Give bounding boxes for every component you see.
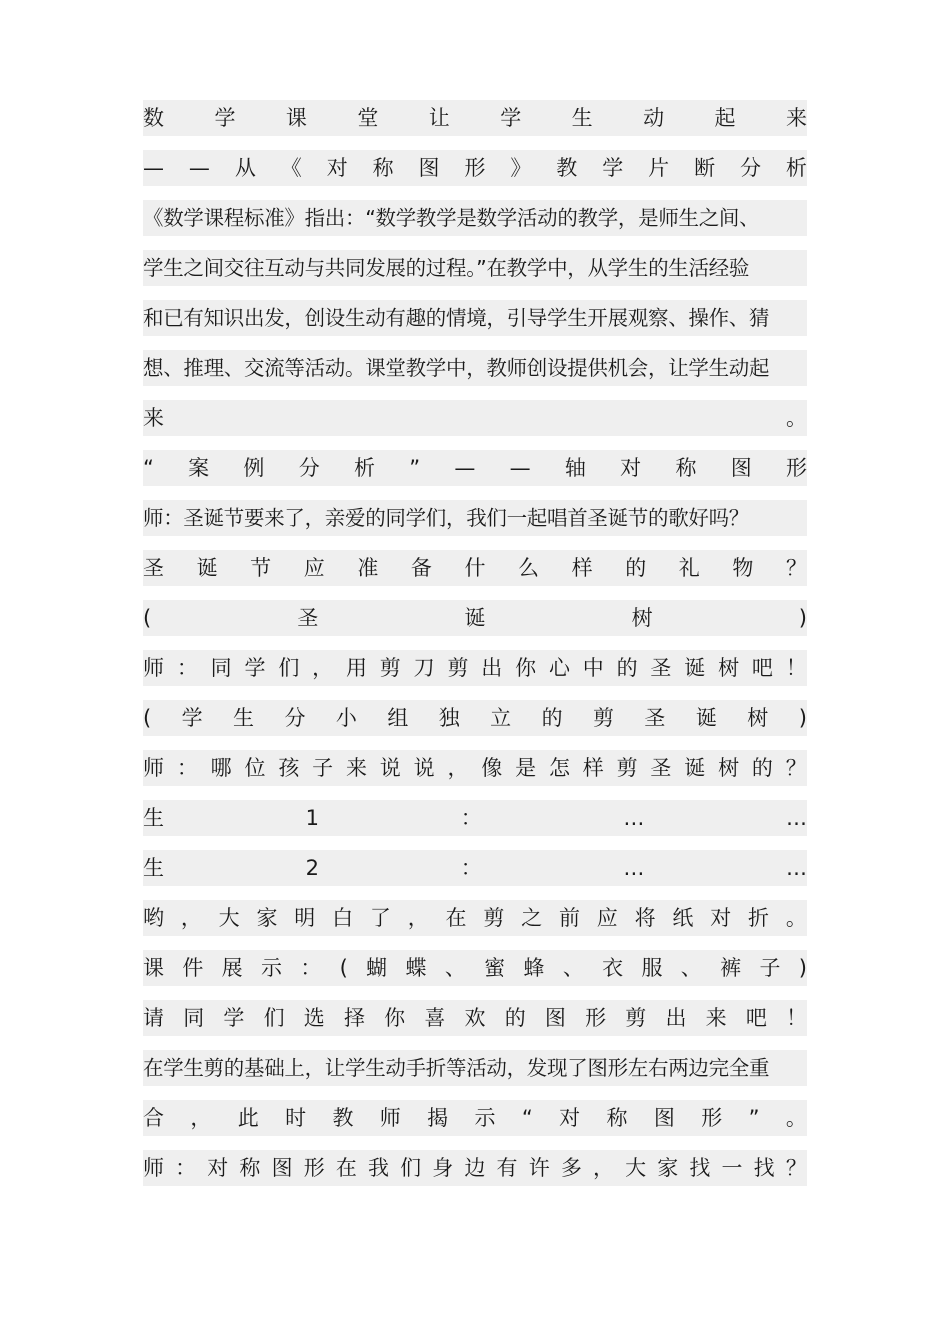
text-glyph: 。 [785, 1106, 807, 1130]
text-glyph: … [623, 806, 645, 830]
text-glyph: 剪 [483, 906, 505, 930]
text-glyph: “ [143, 456, 154, 480]
text-glyph: 子 [312, 756, 334, 780]
document-line [143, 1050, 807, 1086]
text-glyph: 剪 [379, 656, 401, 680]
paragraph-text: 想、推理、交流等活动。课堂教学中，教师创设提供机会，让学生动起 [143, 356, 770, 380]
document-line [143, 900, 807, 936]
text-glyph: 课 [143, 956, 164, 980]
text-glyph: 同 [183, 1006, 205, 1030]
text-glyph: 从 [234, 156, 256, 180]
text-glyph: 许 [528, 1156, 550, 1180]
text-glyph: 析 [785, 156, 807, 180]
text-glyph: 诞 [464, 606, 486, 630]
paragraph-text: 师：圣诞节要来了，亲爱的同学们，我们一起唱首圣诞节的歌好吗？ [143, 506, 749, 530]
justified-text [143, 1100, 807, 1136]
text-glyph: 生 [571, 106, 593, 130]
paragraph-text: 《数学课程标准》指出：“数学教学是数学活动的教学，是师生之间、 [143, 206, 760, 230]
text-glyph: 是 [515, 756, 537, 780]
text-glyph: 诞 [695, 706, 717, 730]
text-glyph: 学 [223, 1006, 245, 1030]
text-glyph: 来 [143, 406, 164, 430]
text-glyph: 析 [353, 456, 375, 480]
text-glyph: — [188, 156, 210, 180]
text-glyph: ， [312, 656, 334, 680]
text-glyph: ( [143, 606, 152, 630]
text-glyph: 展 [221, 956, 243, 980]
text-glyph: — [509, 456, 531, 480]
text-glyph: 找 [689, 1156, 711, 1180]
justified-text [143, 900, 807, 936]
text-glyph: 出 [481, 656, 503, 680]
justified-text [143, 150, 807, 186]
text-glyph: 将 [634, 906, 656, 930]
document-line [143, 300, 807, 336]
text-glyph: 师 [379, 1106, 401, 1130]
text-glyph: 图 [653, 1106, 675, 1130]
document-line [143, 600, 807, 636]
text-glyph: 组 [387, 706, 409, 730]
text-glyph: 。 [785, 906, 807, 930]
text-glyph: 图 [418, 156, 440, 180]
text-glyph: 来 [785, 106, 807, 130]
text-glyph: 图 [544, 1006, 566, 1030]
text-glyph: 诞 [684, 756, 706, 780]
justified-text [143, 400, 807, 436]
text-glyph: 图 [730, 456, 752, 480]
text-glyph: 的 [625, 556, 647, 580]
text-glyph: 裤 [720, 956, 742, 980]
text-glyph: 说 [379, 756, 401, 780]
text-glyph: 形 [303, 1156, 325, 1180]
document-line [143, 250, 807, 286]
text-glyph: 心 [548, 656, 570, 680]
text-glyph: 什 [464, 556, 486, 580]
text-glyph: 大 [625, 1156, 647, 1180]
text-glyph: 形 [785, 456, 807, 480]
text-glyph: 圣 [650, 756, 672, 780]
text-glyph: 吧 [745, 1006, 767, 1030]
text-glyph: ？ [785, 556, 807, 580]
text-glyph: 示 [474, 1106, 496, 1130]
text-glyph: 同 [210, 656, 232, 680]
text-glyph: 欢 [464, 1006, 486, 1030]
document-line [143, 750, 807, 786]
text-glyph: 喜 [424, 1006, 446, 1030]
text-glyph: ？ [785, 756, 807, 780]
text-glyph: 案 [188, 456, 210, 480]
text-glyph: 断 [694, 156, 716, 180]
text-glyph: ( [143, 706, 152, 730]
text-glyph: 多 [560, 1156, 582, 1180]
text-glyph: 对 [326, 156, 348, 180]
text-glyph: 树 [747, 706, 769, 730]
text-glyph: 准 [357, 556, 379, 580]
text-glyph: 树 [718, 756, 740, 780]
text-glyph: 们 [278, 656, 300, 680]
text-glyph: 家 [256, 906, 278, 930]
text-glyph: … [623, 856, 645, 880]
text-glyph: 生 [233, 706, 255, 730]
document-line [143, 700, 807, 736]
text-glyph: 怎 [548, 756, 570, 780]
text-glyph: 独 [438, 706, 460, 730]
text-glyph: 分 [284, 706, 306, 730]
text-glyph: ？ [785, 1156, 807, 1180]
text-glyph: 树 [718, 656, 740, 680]
text-glyph: 学 [602, 156, 624, 180]
text-glyph: 子 [759, 956, 781, 980]
text-glyph: 身 [432, 1156, 454, 1180]
text-glyph: 学 [500, 106, 522, 130]
text-glyph: 礼 [678, 556, 700, 580]
text-glyph: ) [798, 956, 807, 980]
text-glyph: 称 [372, 156, 394, 180]
text-glyph: ( [339, 956, 348, 980]
text-glyph: 在 [335, 1156, 357, 1180]
text-glyph: — [143, 156, 164, 180]
text-glyph: 对 [207, 1156, 229, 1180]
document-line [143, 1150, 807, 1186]
text-glyph: ： [300, 956, 322, 980]
text-glyph: 们 [400, 1156, 422, 1180]
text-glyph: 孩 [278, 756, 300, 780]
text-glyph: 剪 [447, 656, 469, 680]
text-glyph: 形 [701, 1106, 723, 1130]
text-glyph: 一 [721, 1156, 743, 1180]
justified-text [143, 550, 807, 586]
text-glyph: 衣 [602, 956, 624, 980]
text-glyph: 的 [616, 656, 638, 680]
document-line [143, 150, 807, 186]
text-glyph: 示 [260, 956, 282, 980]
text-glyph: 应 [303, 556, 325, 580]
text-glyph: 轴 [564, 456, 586, 480]
text-glyph: 样 [582, 756, 604, 780]
text-glyph: 择 [343, 1006, 365, 1030]
text-glyph: ” [748, 1106, 760, 1130]
text-glyph: 立 [490, 706, 512, 730]
text-glyph: 揭 [427, 1106, 449, 1130]
justified-text [143, 700, 807, 736]
text-glyph: — [454, 456, 476, 480]
text-glyph: 剪 [625, 1006, 647, 1030]
text-glyph: 位 [244, 756, 266, 780]
text-glyph: “ [521, 1106, 533, 1130]
text-glyph: 对 [710, 906, 732, 930]
document-line [143, 650, 807, 686]
text-glyph: 家 [657, 1156, 679, 1180]
paragraph-text: 和已有知识出发，创设生动有趣的情境，引导学生开展观察、操作、猜 [143, 306, 770, 330]
text-glyph: ！ [785, 656, 807, 680]
text-glyph: 样 [571, 556, 593, 580]
text-glyph: 来 [705, 1006, 727, 1030]
text-glyph: 应 [596, 906, 618, 930]
text-glyph: ： [460, 806, 482, 830]
text-glyph: 学 [214, 106, 236, 130]
text-glyph: ， [180, 906, 202, 930]
text-glyph: 你 [515, 656, 537, 680]
justified-text [143, 650, 807, 686]
text-glyph: 图 [271, 1156, 293, 1180]
text-glyph: 件 [182, 956, 204, 980]
text-glyph: 学 [244, 656, 266, 680]
text-glyph: 生 [143, 856, 164, 880]
text-glyph: 剪 [616, 756, 638, 780]
justified-text [143, 850, 807, 886]
text-glyph: 大 [218, 906, 240, 930]
text-glyph: 物 [732, 556, 754, 580]
justified-text [143, 1000, 807, 1036]
text-glyph: … [786, 856, 807, 880]
text-glyph: 服 [641, 956, 663, 980]
text-glyph: 找 [753, 1156, 775, 1180]
justified-text [143, 800, 807, 836]
text-glyph: 、 [444, 956, 466, 980]
text-glyph: 请 [143, 1006, 164, 1030]
text-glyph: 剪 [593, 706, 614, 730]
text-glyph: ！ [786, 1006, 807, 1030]
text-glyph: 折 [748, 906, 769, 930]
text-glyph: 出 [665, 1006, 687, 1030]
text-glyph: 选 [303, 1006, 325, 1030]
document-line [143, 500, 807, 536]
text-glyph: 圣 [644, 706, 666, 730]
justified-text [143, 450, 807, 486]
text-glyph: 有 [496, 1156, 518, 1180]
text-glyph: 分 [298, 456, 320, 480]
text-glyph: ： [175, 1156, 197, 1180]
document-line [143, 850, 807, 886]
justified-text [143, 950, 807, 986]
text-glyph: 片 [648, 156, 670, 180]
text-glyph: 教 [332, 1106, 354, 1130]
text-glyph: ， [190, 1106, 212, 1130]
text-glyph: ) [798, 706, 807, 730]
text-glyph: 之 [521, 906, 543, 930]
text-glyph: 前 [558, 906, 580, 930]
text-glyph: 师 [143, 756, 164, 780]
text-glyph: 吧 [751, 656, 773, 680]
text-glyph: 师 [143, 1156, 164, 1180]
text-glyph: 蜂 [523, 956, 545, 980]
text-glyph: 形 [464, 156, 486, 180]
paragraph-text: 在学生剪的基础上，让学生动手折等活动，发现了图形左右两边完全重 [143, 1056, 770, 1080]
text-glyph: ， [447, 756, 469, 780]
text-glyph: 学 [181, 706, 203, 730]
justified-text [143, 750, 807, 786]
text-glyph: 明 [294, 906, 316, 930]
text-glyph: 》 [510, 156, 532, 180]
text-glyph: 课 [285, 106, 307, 130]
text-glyph: 蜜 [484, 956, 506, 980]
text-glyph: 的 [504, 1006, 526, 1030]
text-glyph: ， [407, 906, 429, 930]
text-glyph: 蝶 [405, 956, 427, 980]
text-glyph: 让 [428, 106, 450, 130]
text-glyph: 中 [582, 656, 604, 680]
text-glyph: 生 [143, 806, 164, 830]
text-glyph: 了 [369, 906, 391, 930]
justified-text [143, 100, 807, 136]
text-glyph: 圣 [650, 656, 672, 680]
text-glyph: 纸 [672, 906, 694, 930]
text-glyph: 称 [606, 1106, 628, 1130]
document-line [143, 100, 807, 136]
text-glyph: ： [176, 656, 198, 680]
text-glyph: 你 [384, 1006, 406, 1030]
text-glyph: 此 [237, 1106, 259, 1130]
text-glyph: 刀 [413, 656, 435, 680]
text-glyph: 在 [445, 906, 467, 930]
text-glyph: 么 [518, 556, 540, 580]
text-glyph: 像 [481, 756, 503, 780]
justified-text [143, 1150, 807, 1186]
text-glyph: 2 [305, 856, 320, 880]
text-glyph: 。 [786, 406, 807, 430]
text-glyph: 称 [675, 456, 697, 480]
text-glyph: 教 [556, 156, 578, 180]
text-glyph: 时 [285, 1106, 307, 1130]
text-glyph: 合 [143, 1106, 164, 1130]
text-glyph: 起 [714, 106, 736, 130]
text-glyph: ) [798, 606, 807, 630]
text-glyph: 1 [305, 806, 320, 830]
text-glyph: 节 [250, 556, 272, 580]
text-glyph: 《 [280, 156, 302, 180]
text-glyph: 对 [559, 1106, 581, 1130]
document-line [143, 550, 807, 586]
text-glyph: ， [592, 1156, 614, 1180]
text-glyph: 分 [739, 156, 761, 180]
text-glyph: 、 [562, 956, 584, 980]
text-glyph: 称 [239, 1156, 261, 1180]
text-glyph: 们 [263, 1006, 285, 1030]
document-line [143, 350, 807, 386]
text-glyph: 小 [335, 706, 357, 730]
document-line [143, 1000, 807, 1036]
text-glyph: 数 [143, 106, 164, 130]
text-glyph: 对 [620, 456, 642, 480]
text-glyph: … [786, 806, 807, 830]
text-glyph: 动 [643, 106, 665, 130]
document-body [143, 100, 807, 1200]
text-glyph: 哟 [143, 906, 164, 930]
document-line [143, 950, 807, 986]
text-glyph: 形 [585, 1006, 607, 1030]
text-glyph: 圣 [297, 606, 319, 630]
text-glyph: 备 [410, 556, 432, 580]
text-glyph: 来 [345, 756, 367, 780]
text-glyph: 例 [243, 456, 265, 480]
text-glyph: 的 [541, 706, 563, 730]
text-glyph: 的 [751, 756, 773, 780]
text-glyph: ： [176, 756, 198, 780]
text-glyph: ： [460, 856, 482, 880]
document-line [143, 450, 807, 486]
text-glyph: 蝴 [366, 956, 388, 980]
text-glyph: 用 [345, 656, 367, 680]
text-glyph: 堂 [357, 106, 379, 130]
text-glyph: 诞 [196, 556, 218, 580]
document-line [143, 1100, 807, 1136]
text-glyph: 说 [413, 756, 435, 780]
text-glyph: 圣 [143, 556, 164, 580]
text-glyph: 我 [367, 1156, 389, 1180]
text-glyph: 边 [464, 1156, 486, 1180]
text-glyph: 哪 [210, 756, 232, 780]
paragraph-text: 学生之间交往互动与共同发展的过程。”在教学中，从学生的生活经验 [143, 256, 750, 280]
document-line [143, 200, 807, 236]
text-glyph: 诞 [684, 656, 706, 680]
text-glyph: 白 [332, 906, 354, 930]
justified-text [143, 600, 807, 636]
text-glyph: ” [409, 456, 421, 480]
text-glyph: 师 [143, 656, 164, 680]
text-glyph: 树 [631, 606, 653, 630]
document-line [143, 800, 807, 836]
text-glyph: 、 [680, 956, 702, 980]
document-line [143, 400, 807, 436]
